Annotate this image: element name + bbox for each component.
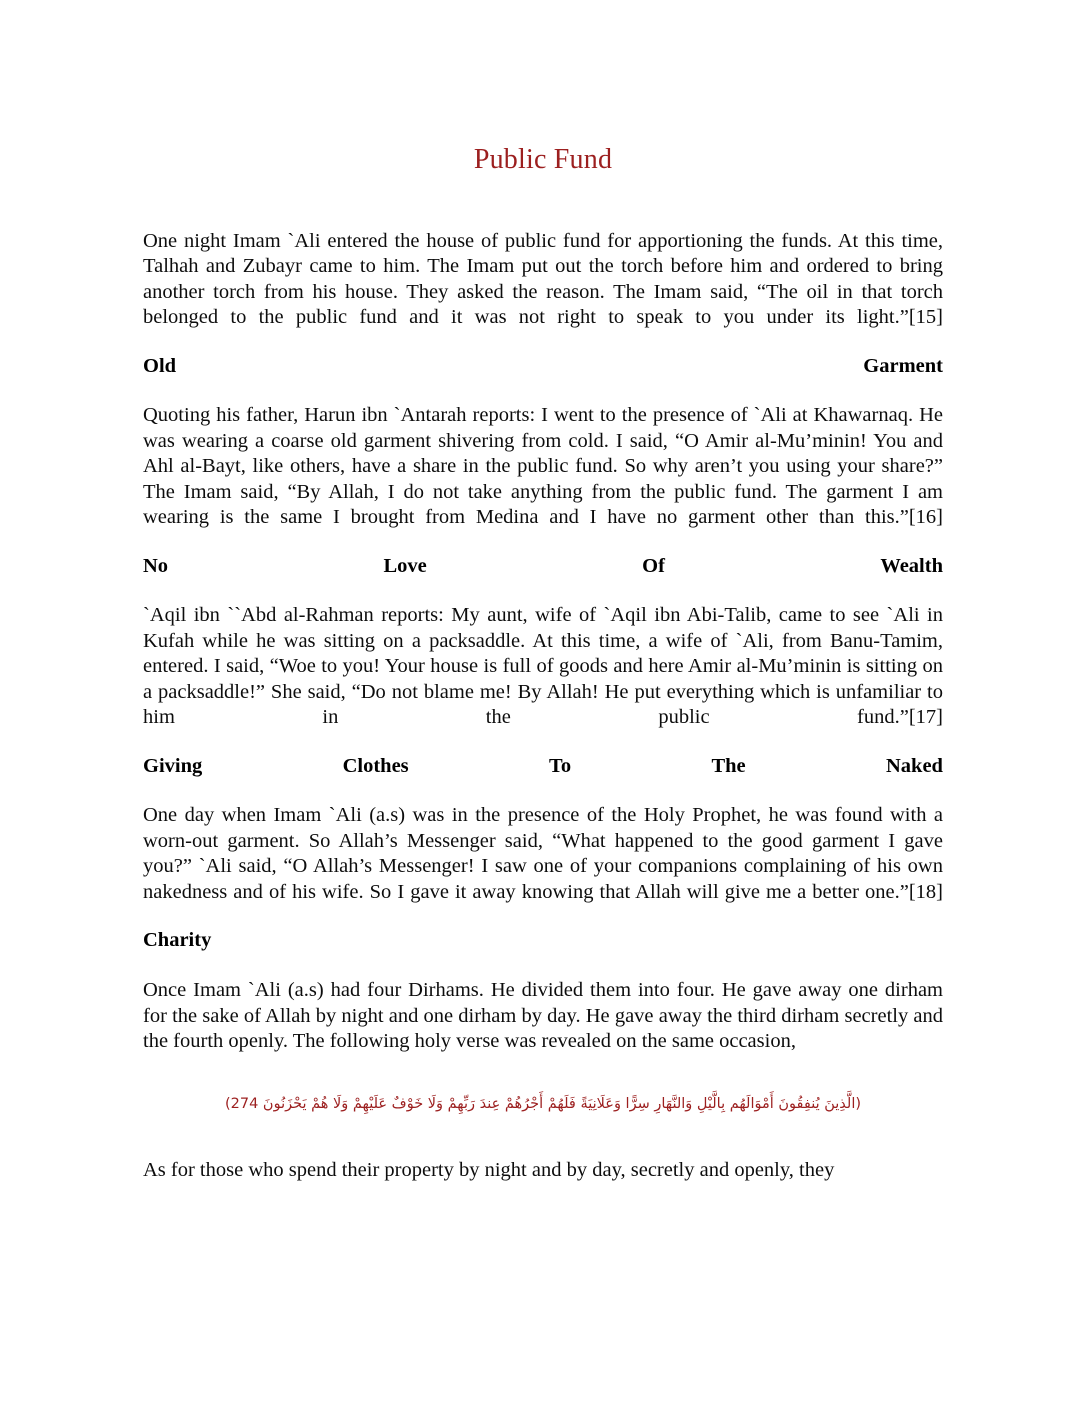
heading-word: Love [383,554,427,577]
paragraph-charity: Once Imam `Ali (a.s) had four Dirhams. He divided them into four. He gave away one dirham for the sake of Allah by night and one dirham by day. He gave away the third dirham secretly and the fourth openly. The following holy verse was revealed on the same occasion, [143,979,943,1053]
quran-verse-arabic: (الَّذِينَ يُنفِقُونَ أَمْوَالَهُم بِالَّيْلِ وَالنَّهَارِ سِرًّا وَعَلَانِيَةً فَلَهُمْ أَجْرُهُمْ عِندَ رَبِّهِمْ وَلَا خَوْفٌ عَلَيْهِمْ وَلَا هُمْ يَحْزَنُونَ 274) [224,1095,862,1112]
heading-no-love-of-wealth [143,554,943,580]
spacer [143,905,943,928]
heading-word: The [711,754,746,777]
spacer [143,1118,943,1158]
spacer [143,1055,943,1091]
heading-old-garment [143,354,943,380]
heading-word: Giving [143,754,203,777]
spacer [143,177,943,229]
page-content [143,0,943,1184]
spacer [143,331,943,354]
page-title: Public Fund [473,144,613,175]
heading-word: Old [143,354,177,377]
paragraph-verse-translation: As for those who spend their property by night and by day, secretly and openly, they [143,1159,835,1182]
paragraph-no-love-of-wealth: `Aqil ibn ``Abd al-Rahman reports: My aunt, wife of `Aqil ibn Abi-Talib, came to see `Ali in Kufah while he was sitting on a packsaddle. At this time, a wife of `Ali, from Banu-Tamim, entered. I said, “Woe to you! Your house is full of goods and here Amir al-Mu’minin is sitting on a packsaddle!” She said, “Do not blame me! By Allah! He put everything which is unfamiliar to him in the public fund.”[17] [143,604,943,729]
spacer [143,779,943,803]
heading-charity [143,928,943,954]
heading-word: Of [642,554,665,577]
heading-word: Naked [885,754,943,777]
heading-giving-clothes-to-the-naked [143,754,943,780]
heading-word: Garment [863,354,943,377]
heading-word: Clothes [342,754,409,777]
paragraph-old-garment: Quoting his father, Harun ibn `Antarah reports: I went to the presence of `Ali at Khawarnaq. He was wearing a coarse old garment shivering from cold. I said, “O Amir al-Mu’minin! You and Ahl al-Bayt, like others, have a share in the public fund. So why aren’t you using your share?” The Imam said, “By Allah, I do not take anything from the public fund. The garment I am wearing is the same I brought from Medina and I have no garment other than this.”[16] [143,404,943,529]
paragraph-giving-clothes: One day when Imam `Ali (a.s) was in the presence of the Holy Prophet, he was found with a worn-out garment. So Allah’s Messenger said, “What happened to the good garment I gave you?” `Ali said, “O Allah’s Messenger! I saw one of your companions complaining of his own nakedness and of his wife. So I gave it away knowing that Allah will give me a better one.”[18] [143,804,943,903]
heading-word: No [143,554,169,577]
heading-word: Charity [143,929,212,952]
spacer [143,954,943,978]
heading-word: Wealth [880,554,943,577]
spacer [143,379,943,403]
spacer [143,531,943,554]
paragraph-public-fund-intro: One night Imam `Ali entered the house of public fund for apportioning the funds. At this time, Talhah and Zubayr came to him. The Imam put out the torch before him and ordered to bring another torch from his house. They asked the reason. The Imam said, “The oil in that torch belonged to the public fund and it was not right to speak to you under its light.”[15] [143,229,943,329]
heading-word: To [549,754,572,777]
spacer [143,731,943,754]
spacer [143,579,943,603]
